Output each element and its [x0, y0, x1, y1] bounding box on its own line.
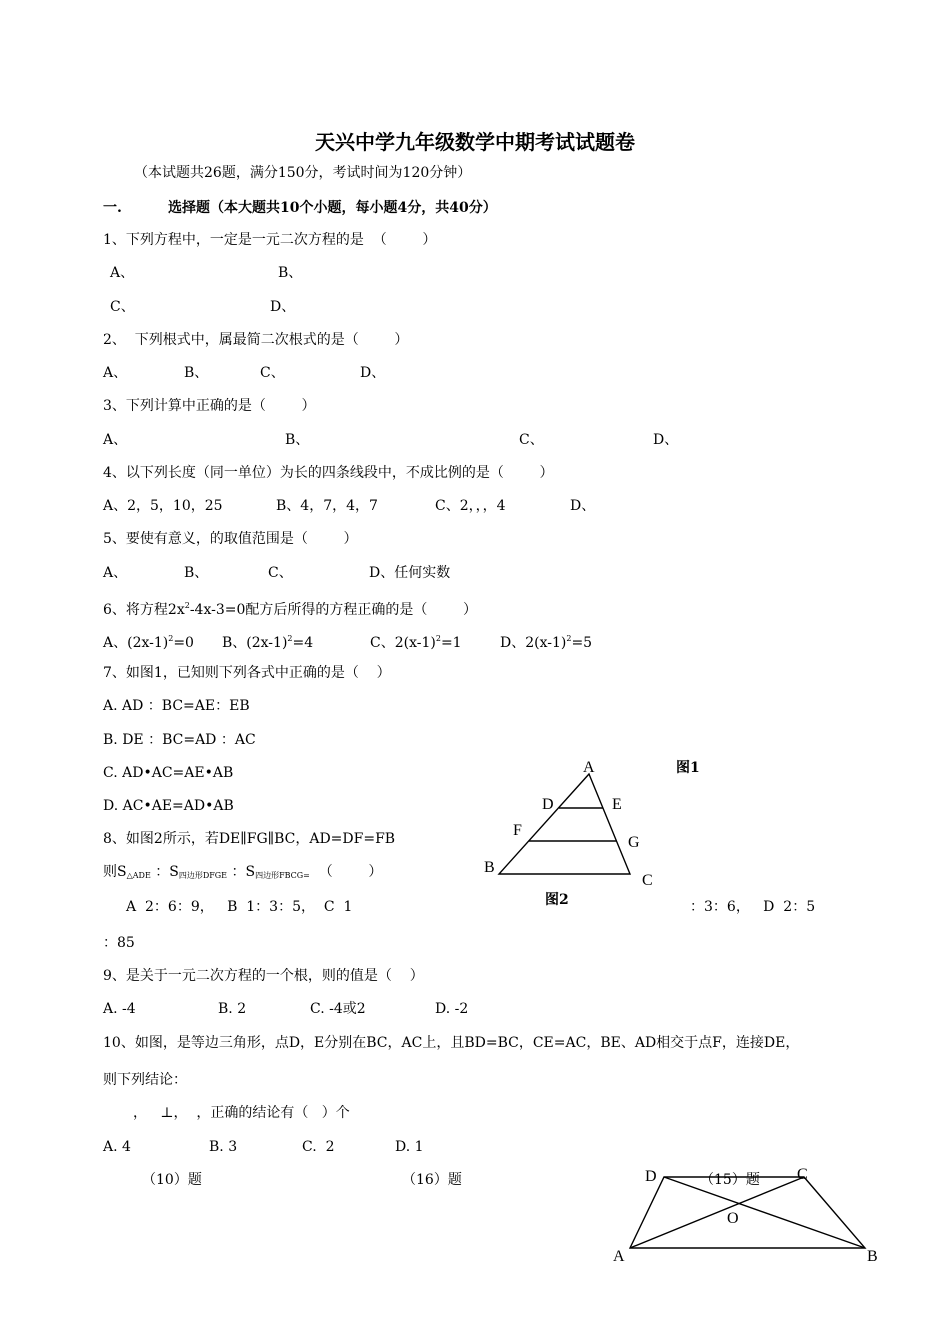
q6-option-b: B、$(2x-1)^2=4$ [222, 634, 314, 651]
q7-option-a: A. AD ：BC=AE：EB [103, 698, 250, 714]
section-number: 一. [103, 200, 122, 216]
q8-ratio: 则$S_{\triangle ADE}$ ：$S_{四边形DFGE}$ ：$S_{四边形FBCG=}$ （ ） [103, 864, 383, 880]
q10-option-d: D. 1 [395, 1139, 424, 1155]
q4-option-c: C、2，，，4 [435, 498, 506, 514]
q6-option-d: D、$2(x-1)^2=5$ [500, 634, 593, 651]
q8-options-wrap: ：85 [103, 935, 135, 951]
q9-option-a: A. -4 [103, 1001, 136, 1017]
q8-options-right: ：3：6， D 2：5 [690, 899, 816, 915]
q1-option-c: C、 [110, 299, 135, 315]
q10-stem: 10、如图，是等边三角形，点D，E分别在BC，AC上，且BD=BC，CE=AC，BE、AD相交于点F，连接DE， [103, 1035, 800, 1051]
q5-option-a: A、 [103, 565, 128, 581]
q7-stem: 7、如图1，已知则下列各式中正确的是（ ） [103, 665, 391, 681]
vertex-a-label: A [583, 759, 595, 776]
q8-options-left: A 2：6：9， B 1：3：5， C 1 [126, 899, 353, 915]
figure-1-label: 图1 [676, 760, 700, 776]
q10-option-a: A. 4 [103, 1139, 131, 1155]
q9-option-d: D. -2 [435, 1001, 469, 1017]
q4-option-b: B、4，7，4，7 [276, 498, 378, 514]
q2-option-d: D、 [360, 365, 386, 381]
q9-stem: 9、是关于一元二次方程的一个根，则的值是（ ） [103, 968, 424, 984]
section-title: 选择题（本大题共10个小题，每小题4分，共40分） [168, 200, 497, 216]
q7-option-c: C. AD•AC=AE•AB [103, 765, 234, 781]
q10-stem-3: ， ⊥， ，正确的结论有（ ）个 [133, 1105, 350, 1121]
q4-option-a: A、2，5，10，25 [103, 498, 223, 514]
q5-option-d: D、任何实数 [369, 565, 451, 581]
q10-option-c: C. 2 [302, 1139, 335, 1155]
q4-stem: 4、以下列长度（同一单位）为长的四条线段中，不成比例的是（ ） [103, 465, 554, 481]
q1-stem: 1、下列方程中，一定是一元二次方程的是 （ ） [103, 232, 437, 248]
q1-option-a: A、 [110, 265, 135, 281]
q7-option-b: B. DE ：BC=AD ：AC [103, 732, 256, 748]
q6-option-c: C、$2(x-1)^2=1$ [370, 634, 462, 651]
q1-option-d: D、 [270, 299, 296, 315]
q3-option-a: A、 [103, 432, 128, 448]
point-e-label: E [612, 796, 622, 813]
q7-option-d: D. AC•AE=AD•AB [103, 798, 234, 814]
q5-option-b: B、 [184, 565, 209, 581]
q3-stem: 3、下列计算中正确的是（ ） [103, 398, 316, 414]
q2-option-a: A、 [103, 365, 128, 381]
q9-option-b: B. 2 [218, 1001, 247, 1017]
q8-stem: 8、如图2所示，若DE∥FG∥BC，AD=DF=FB [103, 831, 396, 847]
q2-option-b: B、 [184, 365, 209, 381]
q3-option-c: C、 [519, 432, 544, 448]
trap-point-o-label: O [727, 1210, 739, 1227]
label-q15: （15）题 [700, 1172, 760, 1188]
q9-option-c: C. -4或2 [310, 1001, 366, 1017]
trap-vertex-d-label: D [645, 1168, 657, 1185]
q10-stem-2: 则下列结论： [103, 1072, 187, 1088]
q3-option-b: B、 [285, 432, 310, 448]
page-title: 天兴中学九年级数学中期考试试题卷 [315, 130, 635, 154]
vertex-b-label: B [484, 859, 495, 876]
q1-option-b: B、 [278, 265, 303, 281]
label-q10: （10）题 [142, 1172, 202, 1188]
vertex-c-label: C [642, 872, 653, 889]
q2-option-c: C、 [260, 365, 285, 381]
exam-info: （本试题共26题，满分150分，考试时间为120分钟） [134, 165, 472, 181]
q10-option-b: B. 3 [209, 1139, 238, 1155]
point-f-label: F [513, 822, 522, 839]
trap-vertex-c-label: C [797, 1166, 808, 1183]
point-d-label: D [542, 796, 554, 813]
label-q16: （16）题 [402, 1172, 462, 1188]
q5-stem: 5、要使有意义，的取值范围是（ ） [103, 531, 358, 547]
q6-stem: 6、将方程$2x^2-4x-3=0$配方后所得的方程正确的是（ ） [103, 601, 477, 618]
figure-2-label: 图2 [545, 892, 569, 908]
trap-vertex-a-label: A [613, 1248, 625, 1265]
q4-option-d: D、 [570, 498, 596, 514]
trap-vertex-b-label: B [867, 1248, 878, 1265]
q2-stem: 2、 下列根式中，属最简二次根式的是（ ） [103, 332, 409, 348]
q6-option-a: A、$(2x-1)^2=0$ [103, 634, 194, 651]
point-g-label: G [628, 834, 640, 851]
q5-option-c: C、 [268, 565, 293, 581]
q3-option-d: D、 [653, 432, 679, 448]
